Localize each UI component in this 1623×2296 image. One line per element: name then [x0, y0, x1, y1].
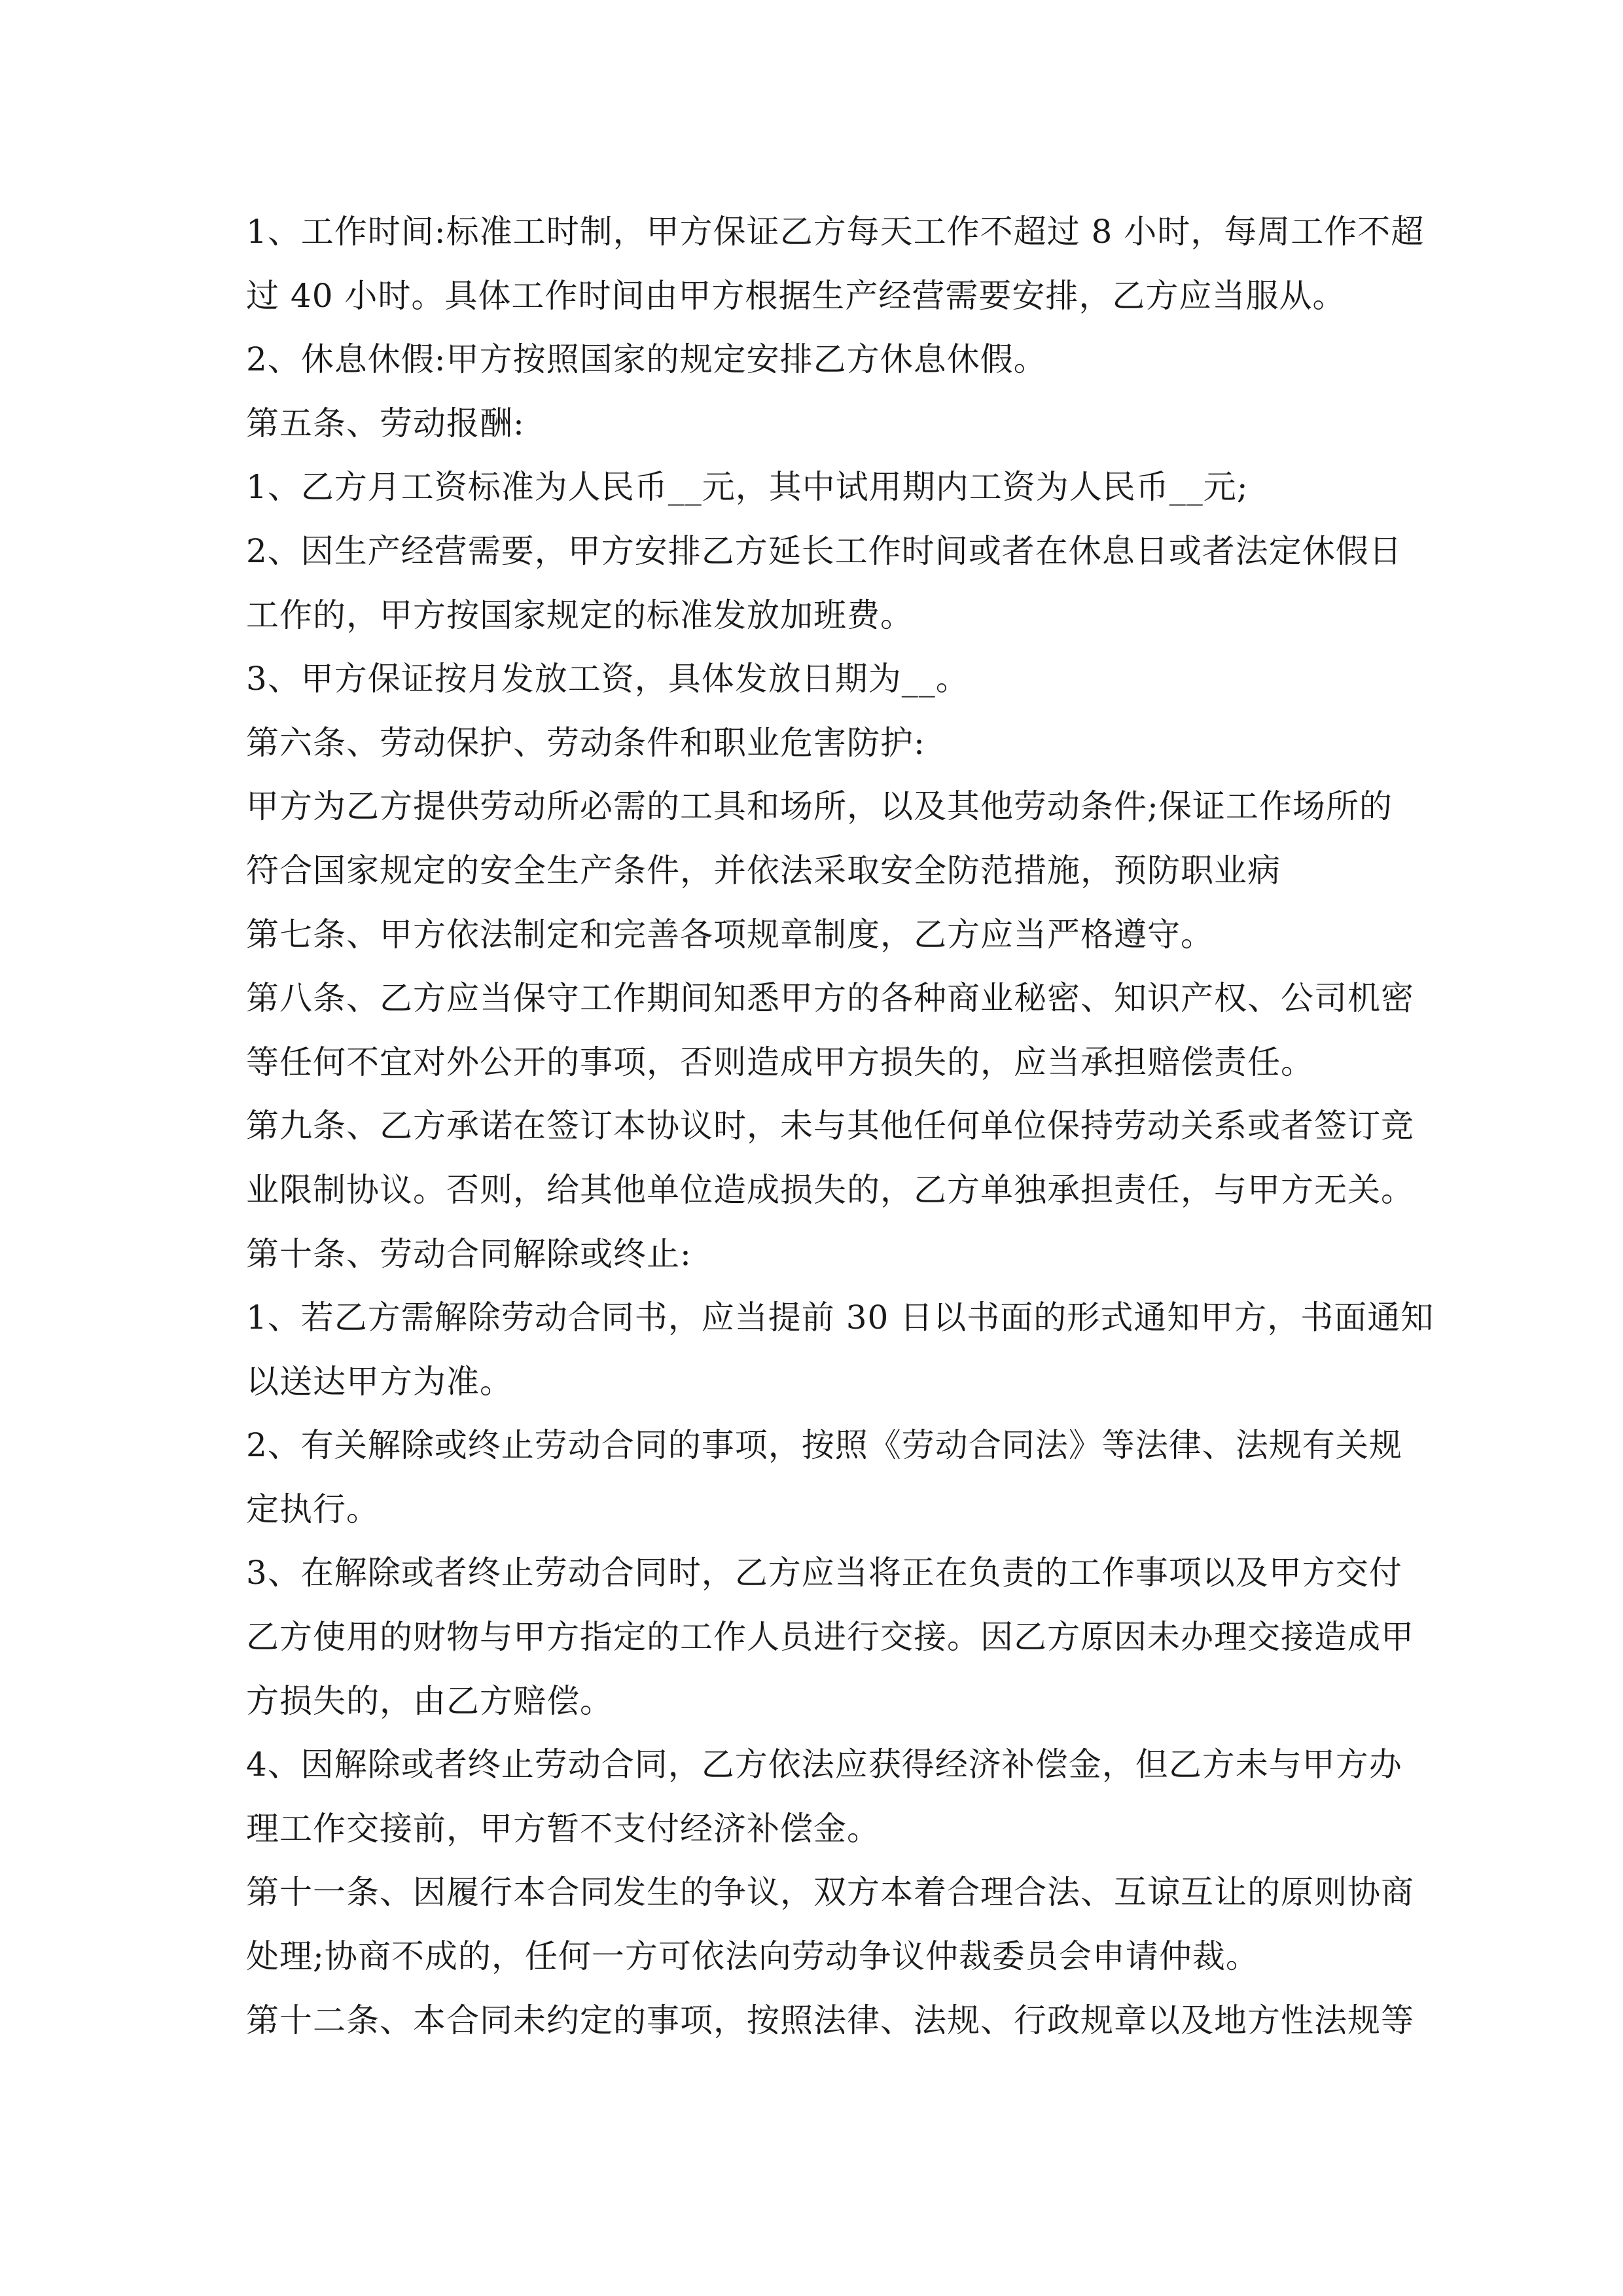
text-line: 1、工作时间:标准工时制，甲方保证乙方每天工作不超过 8 小时，每周工作不超 [246, 213, 1425, 251]
text-line: 乙方使用的财物与甲方指定的工作人员进行交接。因乙方原因未办理交接造成甲 [246, 1618, 1414, 1657]
text-line: 2、有关解除或终止劳动合同的事项，按照《劳动合同法》等法律、法规有关规 [246, 1426, 1402, 1465]
section-heading: 第七条、甲方依法制定和完善各项规章制度，乙方应当严格遵守。 [246, 915, 1214, 954]
section-heading: 第六条、劳动保护、劳动条件和职业危害防护: [246, 723, 925, 762]
text-line: 过 40 小时。具体工作时间由甲方根据生产经营需要安排，乙方应当服从。 [246, 276, 1346, 315]
section-heading: 第十条、劳动合同解除或终止: [246, 1234, 692, 1273]
section-heading: 第十一条、因履行本合同发生的争议，双方本着合理合法、互谅互让的原则协商 [246, 1873, 1414, 1912]
text-line: 2、因生产经营需要，甲方安排乙方延长工作时间或者在休息日或者法定休假日 [246, 531, 1402, 570]
text-line: 等任何不宜对外公开的事项，否则造成甲方损失的，应当承担赔偿责任。 [246, 1043, 1314, 1081]
text-line: 符合国家规定的安全生产条件，并依法采取安全防范措施，预防职业病 [246, 851, 1281, 889]
text-line: 3、甲方保证按月发放工资，具体发放日期为__。 [246, 660, 969, 698]
text-line: 方损失的，由乙方赔偿。 [246, 1681, 613, 1720]
section-heading: 第十二条、本合同未约定的事项，按照法律、法规、行政规章以及地方性法规等 [246, 2001, 1414, 2039]
text-line: 3、在解除或者终止劳动合同时，乙方应当将正在负责的工作事项以及甲方交付 [246, 1554, 1402, 1592]
contract-body [246, 200, 1435, 2053]
text-line: 工作的，甲方按国家规定的标准发放加班费。 [246, 596, 914, 634]
section-heading: 第八条、乙方应当保守工作期间知悉甲方的各种商业秘密、知识产权、公司机密 [246, 979, 1414, 1018]
text-line: 1、若乙方需解除劳动合同书，应当提前 30 日以书面的形式通知甲方，书面通知 [246, 1299, 1435, 1337]
text-line: 业限制协议。否则，给其他单位造成损失的，乙方单独承担责任，与甲方无关。 [246, 1170, 1414, 1209]
section-heading: 第九条、乙方承诺在签订本协议时，未与其他任何单位保持劳动关系或者签订竞 [246, 1107, 1414, 1145]
text-line: 以送达甲方为准。 [246, 1362, 513, 1401]
text-line: 定执行。 [246, 1490, 380, 1528]
text-line: 处理;协商不成的，任何一方可依法向劳动争议仲裁委员会申请仲裁。 [246, 1937, 1259, 1976]
section-heading: 第五条、劳动报酬: [246, 404, 525, 442]
text-line: 1、乙方月工资标准为人民币__元，其中试用期内工资为人民币__元; [246, 468, 1249, 507]
text-line: 4、因解除或者终止劳动合同，乙方依法应获得经济补偿金，但乙方未与甲方办 [246, 1746, 1402, 1784]
text-line: 甲方为乙方提供劳动所必需的工具和场所，以及其他劳动条件;保证工作场所的 [246, 787, 1393, 826]
text-line: 2、休息休假:甲方按照国家的规定安排乙方休息休假。 [246, 340, 1047, 379]
text-line: 理工作交接前，甲方暂不支付经济补偿金。 [246, 1809, 880, 1848]
